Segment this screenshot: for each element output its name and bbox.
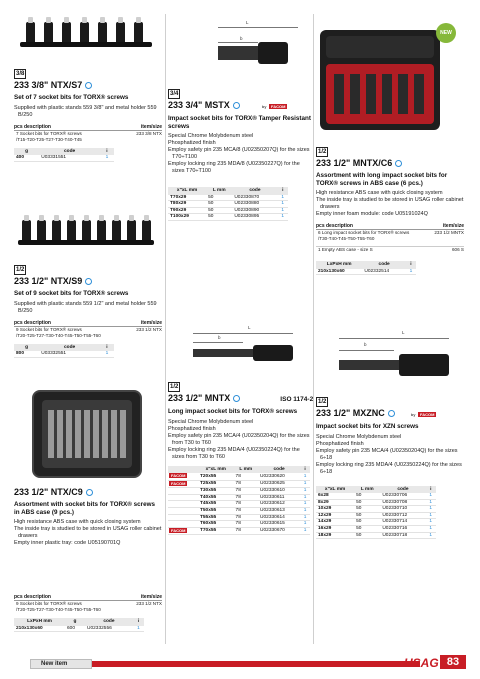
bullet: Empty inner plastic tray: code U05190701Q [14, 540, 121, 546]
product-image-ntx-c9 [32, 390, 142, 478]
product-subtitle: Assortment with long impact socket bits for TORX® screws in ABS case (6 pcs.) [316, 172, 448, 187]
new-item-label: New item [30, 659, 92, 669]
bullet: High resistance ABS case with quick closing system [14, 519, 141, 525]
product-title: 233 1/2" MNTX/C6 [316, 158, 393, 168]
torx-icon [85, 82, 92, 89]
table-row: T45x55 78 U02330612 1 [168, 501, 310, 508]
table-row: T50x55 78 U02330613 1 [168, 507, 310, 514]
product-image-ntx-s9 [16, 210, 156, 250]
bullet: Special Chrome Molybdenum steel [168, 418, 254, 425]
bullet: Supplied with plastic stands 559 3/8" and metal holder 559 B/250 [14, 104, 157, 118]
bullet-list [316, 190, 464, 218]
product-title: 233 1/2" NTX/S9 [14, 276, 83, 286]
product-subtitle: Set of 7 socket bits for TORX® screws [14, 94, 129, 101]
section-ntx-s9 [14, 258, 162, 358]
table-row: 6x28 50 U02330706 1 [316, 493, 436, 499]
size-badge: 1/2 [318, 149, 327, 155]
dim-label-b: b [240, 36, 243, 41]
dim-label-l: L [248, 325, 251, 330]
product-subtitle: Set of 9 socket bits for TORX® screws [14, 290, 129, 297]
bullet: Employ locking ring 235 MDA/8 (U02350227Q) for the sizes T70÷T100 [168, 161, 300, 174]
spec-table: g code i 800 U03332551 1 [14, 344, 114, 358]
spec-table: LxPxH mm code i 210x130x60 U02332514 1 [316, 261, 416, 275]
table-row: T70x29 50 U02330870 1 [168, 195, 288, 201]
product-image-mntx-c6 [320, 30, 440, 130]
product-subtitle: Impact socket bits for TORX® Tamper Resistant screws [168, 115, 311, 130]
facom-logo: FACOM [171, 480, 186, 486]
bullet: Phosphatized finish [168, 140, 216, 146]
bullet: High resistance ABS case with quick closing system [316, 190, 443, 196]
bullet-list [14, 105, 162, 119]
pd-header: pcs description item/size [316, 223, 464, 229]
size-badge: 1/2 [318, 399, 327, 405]
table-row: T30x55 78 U02330610 1 [168, 488, 310, 495]
bullet: Phosphatized finish [316, 440, 364, 447]
bullet: The inside tray is studied to be stored in USAG roller cabinet drawers [316, 197, 464, 210]
size-badge: 1/2 [170, 384, 179, 390]
dim-label-l: L [246, 20, 249, 25]
iso-label: ISO 1174-2 [280, 396, 314, 403]
pd-row: /T20-T25-T27-T30-T40-T45-T50-T55-T60 [16, 332, 101, 338]
torx-icon [86, 489, 93, 496]
facom-logo: FACOM [171, 527, 186, 533]
table-row: FACOM T20x55 78 U02330620 1 [168, 473, 310, 480]
pd-header: pcs description item/size [14, 319, 162, 326]
table-row: T60x55 78 U02330615 1 [168, 521, 310, 528]
product-title: 233 1/2" MXZNC [316, 408, 385, 418]
table-row: 400 U03331551 1 [14, 155, 114, 161]
pd-header: pcs description item/size [14, 594, 162, 600]
section-mxznc: 1/2 233 1/2" MXZNC by FACOM Impact socket bits for XZN screws Special Chrome Molybdenum steel Phosphatized finish Employ safety pin 235 MCA/4 (U02350204Q) for the sizes 6÷18 Employ locking ring 235 MDA/4 (U02350224Q) for the sizes 6÷18 x"xL mm L mm code i 6x28 50 U02330706 1 8x29 50 U02330708 1 10x29 50 U02330710 1 12x29 50 U02330712 1 14x29 50 U02330714 1 16x29 50 U02330716 1 18x29 50 U02330718 1 [316, 390, 464, 539]
usag-logo: USAG [404, 656, 439, 670]
table-row: FACOM T70x55 78 U02330670 1 [168, 527, 310, 535]
bullet-list [168, 133, 311, 175]
table-row: 16x29 50 U02330716 1 [316, 525, 436, 532]
product-image-mxznc [324, 330, 454, 388]
table-row: T55x55 78 U02330614 1 [168, 514, 310, 521]
table-row: 10x29 50 U02330710 1 [316, 506, 436, 513]
table-row: 18x29 50 U02330718 1 [316, 532, 436, 539]
spec-table: g code i 400 U03331551 1 [14, 148, 114, 162]
pd-row: /T20-T25-T27-T30-T40-T45-T50-T55-T60 [16, 607, 101, 612]
product-image-mstx [178, 14, 303, 79]
pd-row: 7 Socket bits for TORX® screws 233 3/8 NTX [16, 130, 162, 136]
table-row: 8x29 50 U02330708 1 [316, 499, 436, 506]
spec-table: x"xL mm L mm code i FACOM T20x55 78 U02330620 1 FACOM T25x55 78 U02330625 1 T30x55 78 U02330610 1 T40x55 78 U02330611 1 T45x55 78 U02330612 1 T50x55 78 U02330613 1 T55x55 78 U02330614 1 T60x55 78 U02330615 1 FACOM T70x55 78 U02330670 1 [168, 466, 310, 536]
spec-table: x"xL mm L mm code i T70x29 50 U02330870 1 T80x29 50 U02330880 1 T90x29 50 U02330890 1 T100x29 50 U02330895 1 [168, 187, 288, 221]
table-row: 14x29 50 U02330714 1 [316, 519, 436, 526]
bullet: Employ locking ring 235 MDA/4 (U02350224Q) for the sizes 6÷18 [316, 461, 462, 475]
table-row: T40x55 78 U02330611 1 [168, 494, 310, 501]
product-title: 233 3/8" NTX/S7 [14, 80, 83, 90]
product-title: 233 1/2" NTX/C9 [14, 487, 83, 497]
section-mstx: 3/4 233 3/4" MSTX by FACOM Impact socket bits for TORX® Tamper Resistant screws Special Chrome Molybdenum steel Phosphatized finish Employ safety pin 235 MCA/8 (U02350207Q) for the sizes T70÷T100 Employ locking ring 235 MDA/8 (U02350227Q) for the sizes T70÷T100 x"xL mm L mm code i T70x29 50 U02330870 1 T80x29 50 U02330880 1 T90x29 50 U02330890 1 T100x29 50 U02330895 1 [168, 91, 311, 220]
section-ntx-s7 [14, 62, 162, 162]
bullet: Employ safety pin 235 MCA/4 (U02350204Q) for the sizes from T30 to T60 [168, 432, 310, 446]
product-subtitle: Long impact socket bits for TORX® screws [168, 408, 298, 415]
torx-icon [85, 278, 92, 285]
bullet: Employ locking ring 235 MDA/4 (U02350224Q) for the sizes from T30 to T60 [168, 446, 300, 460]
bullet-list [316, 434, 464, 476]
bullet: The inside tray is studied to be stored in USAG roller cabinet drawers [14, 526, 162, 539]
table-row: 12x29 50 U02330712 1 [316, 512, 436, 519]
section-ntx-c9-table [14, 594, 162, 632]
dim-label-b: b [218, 335, 221, 340]
bullet-list [14, 301, 162, 315]
product-subtitle: Assortment with socket bits for TORX® screws in ABS case (9 pcs.) [14, 501, 155, 516]
section-mntx [168, 375, 314, 535]
section-mntx-c6 [316, 140, 464, 275]
pd-row: 6 Long impact socket bits for TORX® screws 233 1/2 MNTX [318, 230, 464, 235]
torx-icon [395, 160, 402, 167]
product-subtitle: Impact socket bits for XZN screws [316, 423, 419, 430]
bullet: Phosphatized finish [168, 425, 216, 432]
product-title: 233 3/4" MSTX [168, 100, 230, 110]
pd-row: 9 Socket bits for TORX® screws 233 1/2 NTX [16, 326, 162, 332]
bullet: Employ safety pin 235 MCA/4 (U02350204Q) for the sizes 6÷18 [316, 447, 458, 461]
bullet: Special Chrome Molybdenum steel [168, 133, 254, 139]
bullet: Empty inner foam module: code U05191024Q [316, 211, 428, 217]
spec-table: LxPxH mm g code i 210x130x60 600 U02332556 1 [14, 618, 144, 632]
facom-logo: FACOM [419, 412, 435, 417]
section-ntx-c9 [14, 487, 162, 547]
product-image-ntx-s7 [18, 12, 153, 52]
bullet: Employ safety pin 235 MCA/8 (U02350207Q) for the sizes T70÷T100 [168, 147, 310, 160]
table-row: T90x29 50 U02330890 1 [168, 207, 288, 214]
torx-icon [233, 102, 240, 109]
new-badge: NEW [436, 23, 456, 43]
size-badge: 3/4 [170, 91, 179, 97]
pd-row: 9 Socket bits for TORX® screws 233 1/2 NTX [16, 601, 162, 606]
product-image-mntx [178, 325, 303, 375]
bullet: Special Chrome Molybdenum steel [316, 433, 402, 440]
table-row: FACOM T25x55 78 U02330625 1 [168, 480, 310, 488]
xzn-icon [388, 410, 395, 417]
product-title: 233 1/2" MNTX [168, 393, 231, 403]
table-row: 210x130x60 600 U02332556 1 [14, 626, 144, 632]
dim-label-b: b [364, 342, 367, 347]
torx-icon [233, 395, 240, 402]
pd-row: /T15-T20-T25-T27-T30-T40-T45 [16, 136, 82, 142]
facom-logo: FACOM [171, 473, 186, 478]
size-badge: 1/2 [16, 267, 25, 273]
table-row: 210x130x60 U02332514 1 [316, 269, 416, 275]
facom-logo: FACOM [270, 104, 286, 109]
size-badge: 3/8 [16, 71, 25, 77]
pd-row: /T30-T40-T45-T50-T55-T60 [318, 236, 375, 241]
table-row: 800 U03332551 1 [14, 351, 114, 357]
pd-header: pcs description item/size [14, 123, 162, 130]
page-number: 83 [440, 655, 466, 669]
bullet-list [168, 419, 311, 461]
bullet: Supplied with plastic stands 559 1/2" and metal holder 559 B/250 [14, 300, 157, 314]
bullet-list [14, 519, 162, 547]
spec-table: x"xL mm L mm code i 6x28 50 U02330706 1 8x29 50 U02330708 1 10x29 50 U02330710 1 12x29 50 U02330712 1 14x29 50 U02330714 1 16x29 50 U02330716 1 18x29 50 U02330718 1 [316, 486, 436, 540]
dim-label-l: L [402, 330, 405, 335]
table-row: T80x29 50 U02330880 1 [168, 201, 288, 208]
pd-row: 1 Empty ABS case - size S 606 S [318, 247, 464, 252]
table-row: T100x29 50 U02330895 1 [168, 214, 288, 221]
